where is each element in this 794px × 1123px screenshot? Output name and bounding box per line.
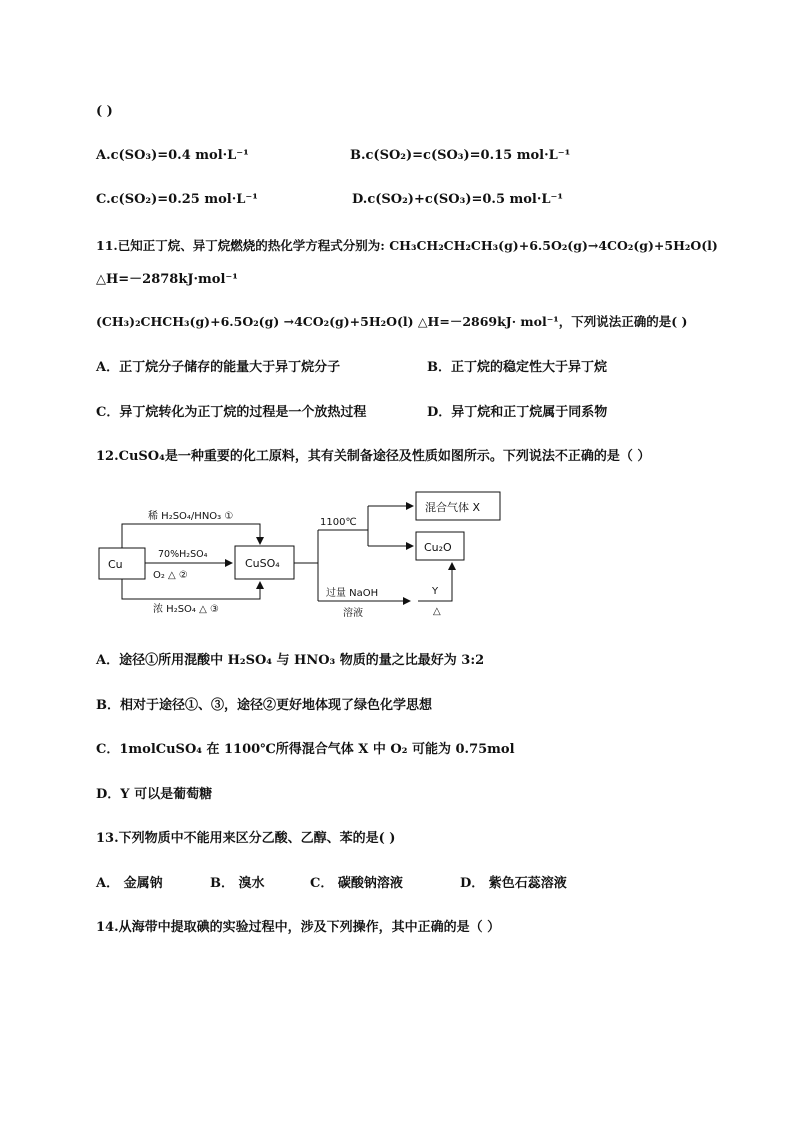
route3-label: 浓 H₂SO₄ △ ③: [153, 604, 219, 615]
naoh-label: 过量 NaOH: [326, 588, 379, 599]
cu-label: Cu: [108, 558, 123, 571]
q13-stem: 13.下列物质中不能用来区分乙酸、乙醇、苯的是( ): [96, 831, 396, 846]
q11-option-a: A．正丁烷分子储存的能量大于异丁烷分子: [96, 360, 341, 375]
temp-label: 1100℃: [320, 517, 357, 528]
cuso4-label: CuSO₄: [245, 557, 280, 570]
q13-option-c: C． 碳酸钠溶液: [310, 876, 403, 891]
q11-option-c: C．异丁烷转化为正丁烷的过程是一个放热过程: [96, 405, 367, 420]
q13-option-a: A． 金属钠: [96, 876, 163, 891]
q12-option-b: B．相对于途径①、③，途径②更好地体现了绿色化学思想: [96, 698, 432, 713]
q11-stem-line2: △H=－2878kJ·mol⁻¹: [96, 272, 238, 287]
q10-option-a: A.c(SO₃)=0.4 mol·L⁻¹: [96, 148, 249, 163]
cu2o-label: Cu₂O: [424, 541, 452, 554]
q12-option-a: A．途径①所用混酸中 H₂SO₄ 与 HNO₃ 物质的量之比最好为 3:2: [96, 653, 485, 668]
q12-option-c: C．1molCuSO₄ 在 1100℃所得混合气体 X 中 O₂ 可能为 0.75mol: [96, 742, 515, 757]
route1-label: 稀 H₂SO₄/HNO₃ ①: [148, 511, 234, 522]
q13-option-b: B． 溴水: [210, 876, 265, 891]
q12-stem: 12.CuSO₄是一种重要的化工原料，其有关制备途径及性质如图所示。下列说法不正确的是（ ）: [96, 449, 651, 464]
answer-paren: ( ): [96, 104, 113, 119]
q11-stem-line3: (CH₃)₂CHCH₃(g)+6.5O₂(g) →4CO₂(g)+5H₂O(l) △H=－2869kJ· mol⁻¹，下列说法正确的是( ): [96, 314, 688, 329]
q11-option-b: B．正丁烷的稳定性大于异丁烷: [427, 360, 607, 375]
route1-arrow: [122, 524, 260, 548]
y-label: Y: [432, 586, 439, 597]
route2-bottom-label: O₂ △ ②: [153, 570, 188, 581]
solution-label: 溶液: [343, 608, 363, 619]
route2-top-label: 70%H₂SO₄: [158, 549, 208, 560]
route3-arrow: [122, 579, 260, 599]
q12-option-d: D．Y 可以是葡萄糖: [96, 787, 213, 802]
q11-option-d: D．异丁烷和正丁烷属于同系物: [427, 405, 608, 420]
gas-x-label: 混合气体 X: [425, 501, 481, 514]
q14-stem: 14.从海带中提取碘的实验过程中，涉及下列操作，其中正确的是（ ）: [96, 920, 501, 935]
heat-label: △: [433, 606, 441, 617]
q10-option-c: C.c(SO₂)=0.25 mol·L⁻¹: [96, 192, 258, 207]
q13-option-d: D． 紫色石蕊溶液: [460, 876, 567, 891]
q11-stem-line1: 11.已知正丁烷、异丁烷燃烧的热化学方程式分别为: CH₃CH₂CH₂CH₃(g)+6.5O₂(g)→4CO₂(g)+5H₂O(l): [96, 238, 718, 253]
cuso4-flow-diagram: [98, 486, 508, 621]
q10-option-b: B.c(SO₂)=c(SO₃)=0.15 mol·L⁻¹: [350, 148, 571, 163]
q10-option-d: D.c(SO₂)+c(SO₃)=0.5 mol·L⁻¹: [352, 192, 564, 207]
